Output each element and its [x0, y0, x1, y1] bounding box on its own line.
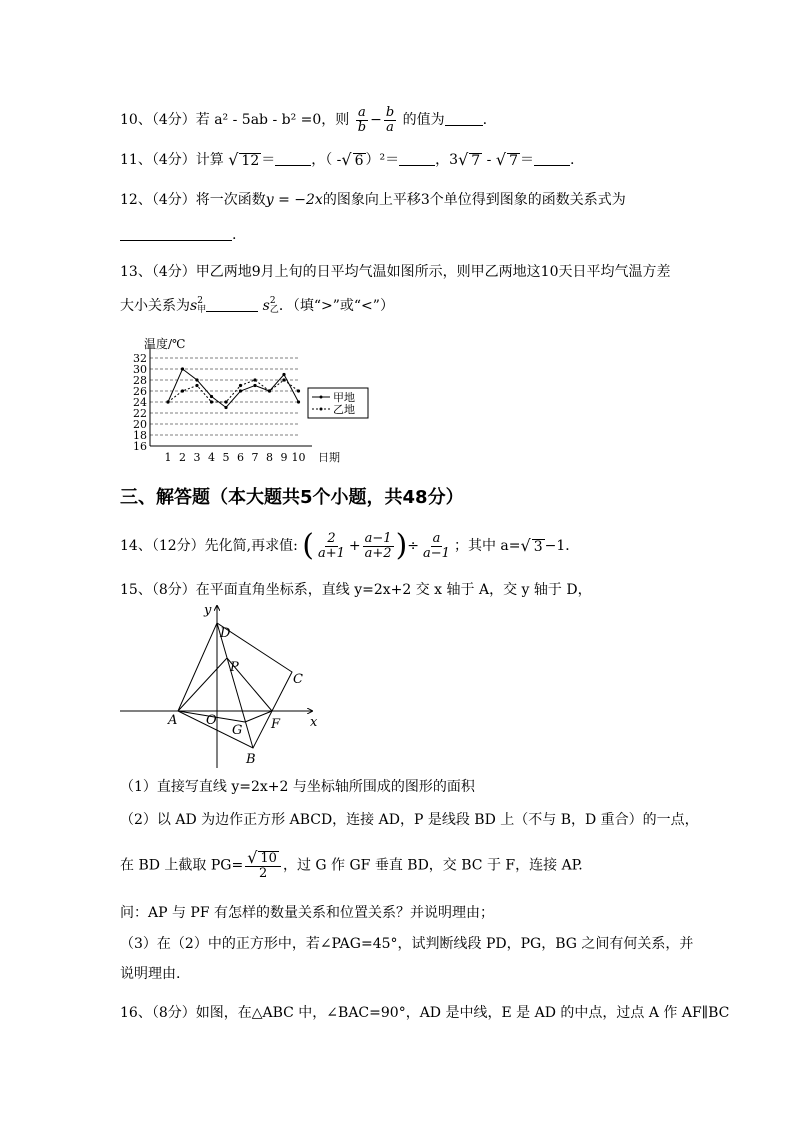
answer-blank[interactable] — [399, 154, 435, 166]
data-point — [282, 378, 285, 381]
denominator: b — [357, 119, 367, 135]
question-14 — [120, 528, 580, 563]
fraction — [316, 532, 347, 560]
question-10 — [120, 106, 487, 134]
numerator: a−1 — [364, 530, 392, 546]
question-15-part2b — [120, 850, 583, 881]
q-score: （12分） — [151, 538, 205, 554]
function-expr: y = −2x — [265, 192, 323, 208]
q-text: ，过 G 作 GF 垂直 BD，交 BC 于 F，连接 AP. — [282, 857, 583, 874]
fraction — [356, 106, 368, 134]
denominator: 2 — [258, 866, 268, 881]
data-point — [210, 400, 213, 403]
fraction — [421, 532, 452, 560]
data-point — [224, 406, 227, 409]
label-A: A — [168, 713, 178, 728]
denominator: a+2 — [364, 545, 392, 561]
x-tick-label: 6 — [237, 451, 244, 464]
data-point — [297, 400, 300, 403]
label-C: C — [293, 672, 303, 687]
q-text: 的图象向上平移3个单位得到图象的函数关系式为 — [322, 192, 626, 208]
y-tick-label: 16 — [133, 440, 147, 453]
segment-AP — [178, 658, 227, 711]
numerator — [245, 850, 281, 867]
data-point — [268, 389, 271, 392]
x-tick-label: 1 — [164, 451, 172, 464]
y-tick-label: 26 — [133, 385, 147, 398]
question-13-line2 — [120, 297, 394, 315]
data-point — [297, 389, 300, 392]
q-number: 10、 — [120, 112, 152, 129]
operator: ＝ — [519, 152, 534, 168]
label-x: x — [310, 715, 318, 730]
y-tick-label: 30 — [133, 363, 147, 376]
q-score: （4分） — [151, 152, 196, 168]
question-11 — [120, 152, 574, 168]
radicand: 7 — [471, 152, 481, 169]
data-point — [224, 400, 227, 403]
data-point — [195, 384, 198, 387]
q-number: 12、 — [120, 192, 152, 208]
right-paren: ) — [395, 528, 408, 563]
data-point — [181, 367, 184, 370]
operator: ÷ — [407, 538, 420, 554]
x-tick-label: 2 — [179, 451, 186, 464]
variance-symbol: s — [190, 298, 198, 314]
x-tick-label: 7 — [251, 451, 259, 464]
legend-marker — [320, 396, 323, 399]
label-F: F — [271, 717, 281, 732]
operator: - — [482, 152, 496, 168]
q-text: −1． — [544, 538, 580, 554]
left-paren: ( — [302, 528, 314, 563]
x-tick-label: 8 — [266, 451, 273, 464]
q-text: 大小关系为 — [120, 298, 190, 314]
label-O: O — [206, 713, 217, 728]
data-point — [181, 389, 184, 392]
answer-blank[interactable] — [275, 154, 311, 166]
q-score: （4分） — [151, 264, 196, 280]
fraction — [384, 106, 396, 134]
variance-symbol: s — [262, 298, 270, 314]
data-point — [195, 378, 198, 381]
legend-label: 甲地 — [333, 391, 355, 404]
label-P: P — [230, 660, 239, 675]
q-text: 先化简,再求值: — [204, 538, 298, 554]
x-tick-label: 4 — [208, 451, 215, 464]
answer-blank[interactable] — [206, 300, 258, 312]
data-point — [253, 378, 256, 381]
data-point — [239, 384, 242, 387]
question-15-part3-cont: 说明理由. — [120, 966, 181, 982]
x-tick-label: 5 — [222, 451, 230, 464]
temperature-chart — [125, 336, 375, 466]
superscript: 2 — [269, 296, 276, 306]
data-point — [253, 384, 256, 387]
sqrt-sign: √ — [458, 150, 469, 169]
variance-scripts — [270, 297, 279, 315]
operator: + — [348, 538, 361, 554]
y-tick-label: 32 — [133, 352, 147, 365]
label-D: D — [220, 626, 231, 641]
denominator: a−1 — [423, 545, 450, 561]
answer-blank[interactable] — [534, 154, 570, 166]
subscript: 乙 — [269, 305, 279, 315]
q-number: 15、 — [120, 582, 152, 598]
radicand: 6 — [354, 152, 364, 169]
question-13 — [120, 265, 670, 279]
question-12 — [120, 193, 626, 207]
radicand: 12 — [241, 152, 260, 169]
x-axis-label: 日期 — [318, 451, 340, 464]
question-15 — [120, 583, 592, 597]
y-tick-label: 24 — [133, 396, 147, 409]
legend-marker — [320, 408, 323, 411]
q-text: 在 BD 上截取 PG= — [120, 857, 244, 874]
q-score: （4分） — [151, 112, 196, 129]
subscript: 甲 — [197, 305, 207, 315]
q-number: 14、 — [120, 538, 152, 554]
data-point — [166, 400, 169, 403]
fraction — [245, 850, 281, 881]
numerator: b — [385, 105, 395, 120]
numerator: a — [358, 105, 366, 120]
question-12-answer-line — [120, 228, 236, 242]
operator: − — [370, 112, 382, 129]
q-text: 若 a² - 5ab - b² =0，则 — [195, 112, 350, 129]
legend-label: 乙地 — [333, 403, 355, 416]
q-text: ，（ - — [311, 152, 342, 168]
period: . — [569, 152, 575, 168]
q-text: 在平面直角坐标系，直线 y=2x+2 交 x 轴于 A，交 y 轴于 D， — [195, 582, 592, 598]
question-15-part3: （3）在（2）中的正方形中，若∠PAG=45°，试判断线段 PD，PG，BG 之间有何关系，并 — [120, 936, 694, 952]
numerator: a — [432, 530, 441, 546]
sqrt-sign: √ — [495, 150, 507, 169]
question-15-ask: 问：AP 与 PF 有怎样的数量关系和位置关系？并说明理由； — [120, 905, 495, 921]
question-15-part2: （2）以 AD 为边作正方形 ABCD，连接 AD，P 是线段 BD 上（不与 B，D 重合）的一点， — [120, 812, 699, 828]
fraction — [363, 532, 394, 560]
period: . — [232, 227, 237, 243]
label-G: G — [232, 723, 243, 738]
q-number: 11、 — [120, 152, 152, 168]
q-score: （4分） — [151, 192, 196, 208]
y-tick-label: 20 — [133, 418, 147, 431]
radicand: 7 — [509, 152, 518, 169]
operator: ＝ — [261, 152, 276, 168]
y-tick-label: 18 — [133, 429, 147, 442]
question-15-part1: （1）直接写直线 y=2x+2 与坐标轴所围成的图形的面积 — [120, 779, 475, 795]
question-16: 16、（8分）如图，在△ABC 中，∠BAC=90°，AD 是中线，E 是 AD 的中点，过点 A 作 AF∥BC — [120, 1005, 730, 1021]
q-score: （8分） — [151, 582, 196, 598]
segment-GF — [245, 711, 272, 722]
geometry-figure — [118, 600, 328, 770]
variance-scripts — [197, 297, 206, 315]
radicand: 10 — [260, 851, 277, 866]
section-heading: 三、解答题（本大题共5个小题，共48分） — [120, 487, 464, 508]
q-text: ；其中 a= — [453, 538, 521, 554]
answer-blank[interactable] — [445, 114, 483, 126]
x-tick-label: 3 — [193, 451, 201, 464]
q-text: ）²＝ — [365, 152, 400, 168]
y-tick-label: 22 — [133, 407, 147, 420]
sqrt-sign: √ — [247, 848, 258, 867]
denominator: a+1 — [318, 545, 345, 561]
label-B: B — [246, 752, 256, 767]
numerator: 2 — [327, 530, 336, 546]
data-point — [239, 389, 242, 392]
q-text: 计算 — [195, 152, 224, 168]
period: . — [482, 112, 488, 129]
denominator: a — [386, 119, 394, 135]
y-axis-label: 温度/℃ — [144, 337, 186, 351]
data-point — [210, 395, 213, 398]
sqrt-sign: √ — [341, 150, 352, 169]
radicand: 3 — [533, 538, 543, 555]
data-point — [282, 373, 285, 376]
superscript: 2 — [197, 296, 203, 306]
q-text: 将一次函数 — [195, 192, 266, 208]
x-tick-label: 10 — [291, 451, 306, 464]
sqrt-sign: √ — [228, 150, 239, 169]
q-text: 甲乙两地9月上旬的日平均气温如图所示，则甲乙两地这10天日平均气温方差 — [195, 264, 671, 280]
q-text: ．（填“>”或“<”） — [278, 298, 394, 314]
y-tick-label: 28 — [133, 374, 147, 387]
label-y: y — [204, 603, 212, 618]
x-tick-label: 9 — [280, 451, 288, 464]
q-text: 的值为 — [402, 112, 445, 129]
q-number: 13、 — [120, 264, 152, 280]
sqrt-sign: √ — [520, 536, 531, 555]
answer-blank[interactable] — [120, 229, 232, 241]
q-text: ，3 — [435, 152, 459, 168]
